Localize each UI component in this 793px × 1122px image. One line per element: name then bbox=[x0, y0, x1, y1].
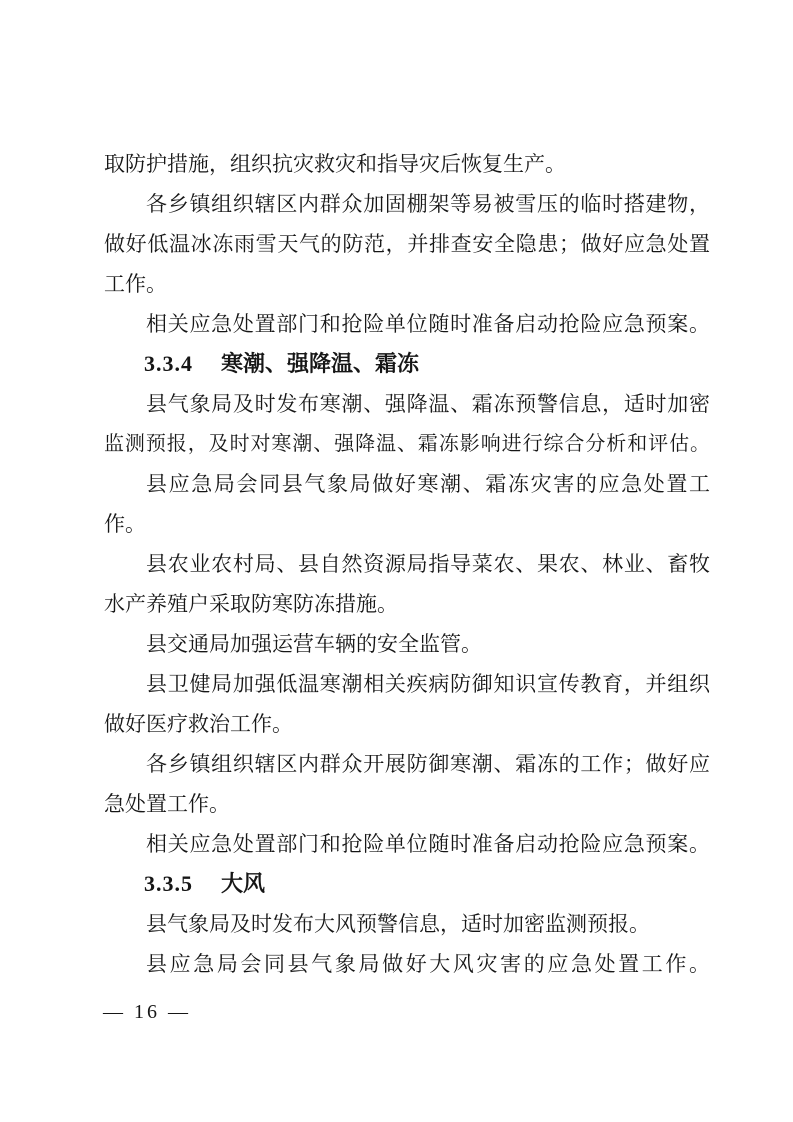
text-line: 各乡镇组织辖区内群众加固棚架等易被雪压的临时搭建物， bbox=[146, 192, 710, 216]
text-line: 县交通局加强运营车辆的安全监管。 bbox=[146, 632, 482, 656]
document-content bbox=[104, 144, 710, 984]
text-line: 相关应急处置部门和抢险单位随时准备启动抢险应急预案。 bbox=[146, 832, 710, 856]
text-line: 工作。 bbox=[104, 272, 167, 296]
text-line: 县卫健局加强低温寒潮相关疾病防御知识宣传教育，并组织 bbox=[146, 672, 710, 696]
text-line: 县气象局及时发布大风预警信息，适时加密监测预报。 bbox=[146, 912, 650, 936]
section-title: 寒潮、强降温、霜冻 bbox=[221, 351, 420, 376]
text-line: 县农业农村局、县自然资源局指导菜农、果农、林业、畜牧 bbox=[146, 552, 710, 576]
section-heading-3-3-4 bbox=[104, 344, 710, 384]
text-line: 作。 bbox=[104, 512, 146, 536]
section-number: 3.3.5 bbox=[144, 871, 193, 896]
text-line: 县气象局及时发布寒潮、强降温、霜冻预警信息，适时加密 bbox=[146, 392, 710, 416]
page-number-footer: — 16 — bbox=[103, 1001, 191, 1023]
text-line: 取防护措施，组织抗灾救灾和指导灾后恢复生产。 bbox=[104, 152, 566, 176]
text-line: 急处置工作。 bbox=[104, 792, 230, 816]
text-line: 相关应急处置部门和抢险单位随时准备启动抢险应急预案。 bbox=[146, 312, 710, 336]
section-number: 3.3.4 bbox=[144, 351, 193, 376]
section-title: 大风 bbox=[221, 871, 266, 896]
text-line: 水产养殖户采取防寒防冻措施。 bbox=[104, 592, 398, 616]
text-line: 县应急局会同县气象局做好大风灾害的应急处置工作。 bbox=[146, 952, 710, 976]
text-line: 做好医疗救治工作。 bbox=[104, 712, 293, 736]
text-line: 监测预报，及时对寒潮、强降温、霜冻影响进行综合分析和评估。 bbox=[104, 433, 710, 455]
text-line: 各乡镇组织辖区内群众开展防御寒潮、霜冻的工作；做好应 bbox=[146, 752, 710, 776]
text-line: 做好低温冰冻雨雪天气的防范，并排查安全隐患；做好应急处置 bbox=[104, 232, 710, 256]
text-line: 县应急局会同县气象局做好寒潮、霜冻灾害的应急处置工 bbox=[146, 472, 710, 496]
section-heading-3-3-5 bbox=[104, 864, 710, 904]
